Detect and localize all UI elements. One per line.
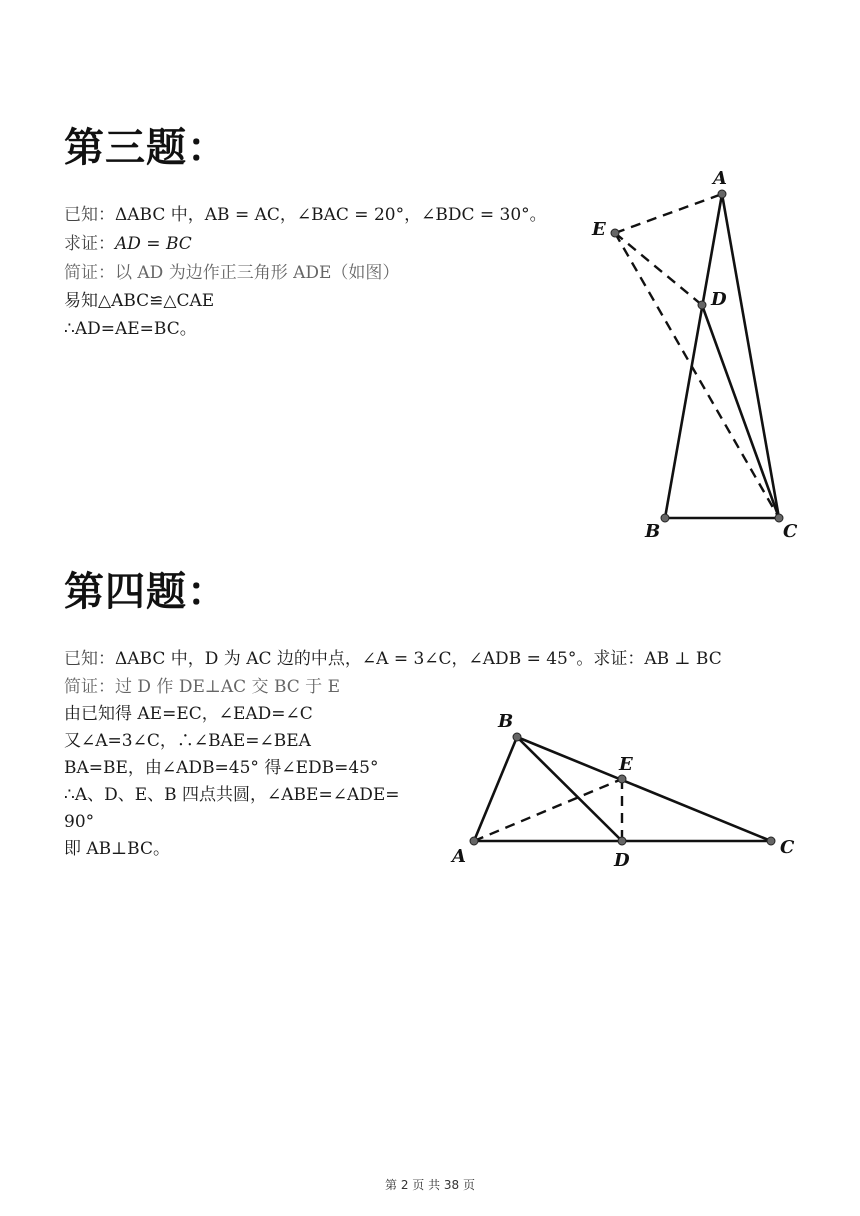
given-label: 已知：	[64, 205, 115, 225]
dashed-ea	[615, 194, 722, 233]
section4-given	[64, 648, 722, 670]
section3-proof-3: ∴AD=AE=BC。	[64, 319, 197, 339]
section4-proof-3: 又∠A=3∠C，∴∠BAE=∠BEA	[64, 731, 311, 751]
given-label: 已知：	[64, 649, 115, 669]
label-d: D	[614, 850, 630, 871]
point-b	[661, 514, 669, 522]
label-c: C	[780, 837, 795, 858]
page-footer: 第 2 页 共 38 页	[385, 1178, 475, 1192]
section4-proof-1	[64, 676, 340, 698]
point-c	[767, 837, 775, 845]
section4-proof-4: BA=BE，由∠ADB=45° 得∠EDB=45°	[64, 758, 379, 778]
label-d: D	[711, 289, 727, 310]
given-text: ΔABC 中，AB = AC，∠BAC = 20°，∠BDC = 30°。	[115, 205, 547, 225]
point-a	[718, 190, 726, 198]
label-e: E	[592, 219, 606, 240]
section4-figure	[440, 700, 810, 880]
given-text: ΔABC 中，D 为 AC 边的中点，∠A = 3∠C，∠ADB = 45°。求证：AB ⊥ BC	[115, 649, 722, 669]
side-bc	[517, 737, 771, 841]
label-e: E	[619, 754, 633, 775]
prove-text: AD = BC	[115, 234, 192, 254]
label-b: B	[645, 521, 661, 542]
point-b	[513, 733, 521, 741]
point-d	[698, 301, 706, 309]
side-ab	[665, 194, 722, 518]
prove-label: 求证：	[64, 234, 115, 254]
point-e	[618, 775, 626, 783]
section3-title: 第三题：	[64, 125, 228, 171]
section4-proof-5: ∴A、D、E、B 四点共圆，∠ABE=∠ADE=	[64, 785, 400, 805]
section3-proof-2: 易知△ABC≌△CAE	[64, 291, 215, 311]
section3-figure	[580, 160, 810, 550]
section3-proof-1	[64, 262, 399, 284]
label-c: C	[783, 521, 798, 542]
proof-text: 过 D 作 DE⊥AC 交 BC 于 E	[115, 677, 340, 697]
section3-given	[64, 204, 547, 226]
section4-proof-7: 即 AB⊥BC。	[64, 839, 170, 859]
proof-label: 简证：	[64, 263, 115, 283]
proof-text: 以 AD 为边作正三角形 ADE（如图）	[115, 263, 400, 283]
label-b: B	[498, 711, 514, 732]
point-d	[618, 837, 626, 845]
section3-prove	[64, 233, 192, 255]
proof-label: 简证：	[64, 677, 115, 697]
section4-title: 第四题：	[64, 569, 228, 615]
point-a	[470, 837, 478, 845]
label-a: A	[452, 846, 466, 867]
segment-dc	[702, 305, 779, 518]
segment-bd	[517, 737, 622, 841]
section4-proof-6: 90°	[64, 812, 95, 832]
point-e	[611, 229, 619, 237]
point-c	[775, 514, 783, 522]
label-a: A	[713, 168, 727, 189]
section4-proof-2: 由已知得 AE=EC，∠EAD=∠C	[64, 704, 313, 724]
dashed-ed	[615, 233, 702, 305]
